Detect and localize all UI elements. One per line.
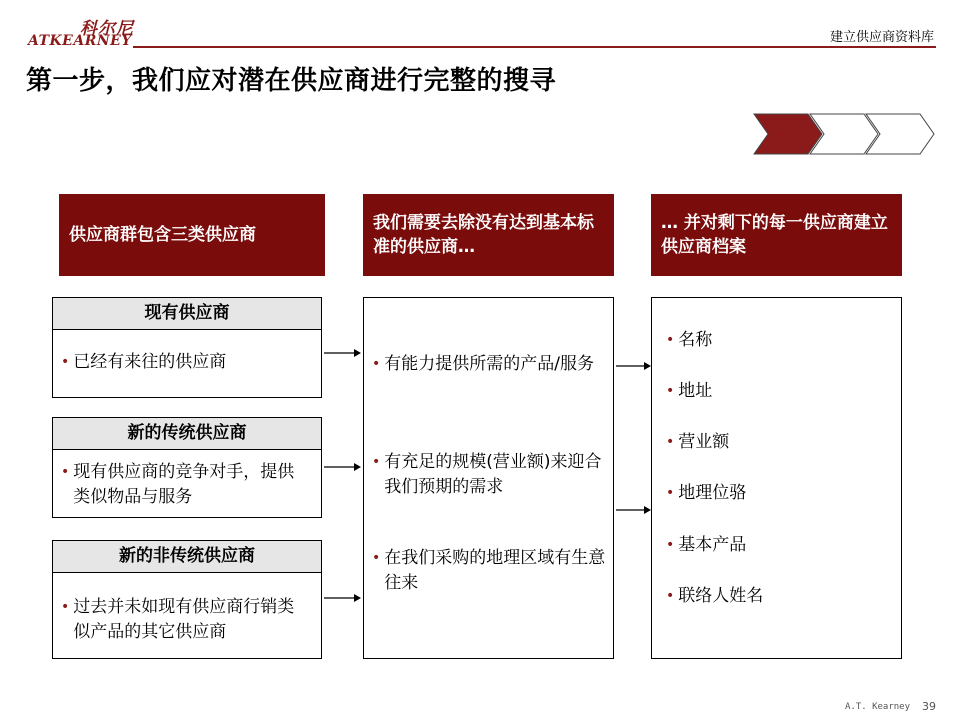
criteria-box: [363, 297, 614, 659]
profile-field: [666, 584, 763, 609]
progress-chevrons: [752, 112, 936, 156]
logo-english: ATKEARNEY: [28, 33, 132, 49]
profile-field: [666, 481, 746, 506]
chevron-step-1: [754, 114, 822, 154]
bullet-icon: •: [372, 356, 381, 372]
profile-field-text: 地址: [678, 381, 713, 401]
bullet-icon: •: [372, 550, 381, 566]
criteria-item: [372, 352, 608, 377]
bullet-icon: •: [61, 464, 70, 480]
group-body: [53, 573, 321, 645]
criteria-text: 在我们采购的地理区域有生意往来: [384, 548, 606, 593]
column-header-text: 供应商群包含三类供应商: [69, 225, 256, 245]
column-header-supplier-groups: [59, 194, 325, 276]
header-rule: [133, 46, 936, 48]
group-text: 过去并未如现有供应商行销类似产品的其它供应商: [73, 597, 295, 642]
page-title: 第一步，我们应对潜在供应商进行完整的搜寻: [26, 66, 557, 96]
column-header-profile: [651, 194, 902, 276]
page-number: 39: [922, 700, 936, 713]
group-body: [53, 450, 321, 510]
profile-fields-box: [651, 297, 902, 659]
profile-field-text: 联络人姓名: [678, 586, 764, 606]
arrow-icon: [322, 455, 364, 479]
bullet-icon: •: [666, 485, 675, 501]
profile-field-text: 地理位骆: [678, 483, 747, 503]
arrow-icon: [322, 340, 364, 364]
criteria-item: [372, 546, 608, 596]
column-header-screening: [363, 194, 614, 276]
criteria-text: 有充足的规模(营业额)来迎合我们预期的需求: [384, 452, 602, 497]
profile-field: [666, 430, 729, 455]
bullet-icon: •: [666, 434, 675, 450]
arrow-icon: [614, 354, 654, 378]
bullet-icon: •: [61, 599, 70, 615]
bullet-icon: •: [666, 332, 675, 348]
group-existing-suppliers: [52, 297, 322, 398]
criteria-text: 有能力提供所需的产品/服务: [384, 354, 594, 374]
bullet-icon: •: [61, 354, 70, 370]
profile-field: [666, 328, 712, 353]
group-text: 现有供应商的竞争对手，提供类似物品与服务: [73, 462, 295, 507]
arrow-icon: [322, 586, 364, 610]
footer-brand: A.T. Kearney: [845, 702, 911, 712]
profile-field-text: 基本产品: [678, 535, 747, 555]
profile-field: [666, 533, 746, 558]
arrow-icon: [614, 498, 654, 522]
profile-field-text: 营业额: [678, 432, 730, 452]
group-body: [53, 330, 321, 375]
section-label: 建立供应商资料库: [829, 30, 934, 45]
profile-field: [666, 379, 712, 404]
bullet-icon: •: [666, 383, 675, 399]
bullet-icon: •: [666, 588, 675, 604]
group-new-nontraditional-suppliers: [52, 540, 322, 659]
bullet-icon: •: [666, 537, 675, 553]
logo-chinese: 科尔尼: [80, 19, 134, 39]
group-title: 新的非传统供应商: [53, 541, 321, 573]
profile-field-text: 名称: [678, 330, 713, 350]
criteria-item: [372, 450, 608, 500]
bullet-icon: •: [372, 454, 381, 470]
group-title: 现有供应商: [53, 298, 321, 330]
group-new-traditional-suppliers: [52, 417, 322, 518]
group-text: 已经有来往的供应商: [73, 352, 227, 372]
column-header-text: … 并对剩下的每一供应商建立供应商档案: [661, 213, 888, 257]
group-title: 新的传统供应商: [53, 418, 321, 450]
column-header-text: 我们需要去除没有达到基本标准的供应商…: [373, 213, 594, 257]
